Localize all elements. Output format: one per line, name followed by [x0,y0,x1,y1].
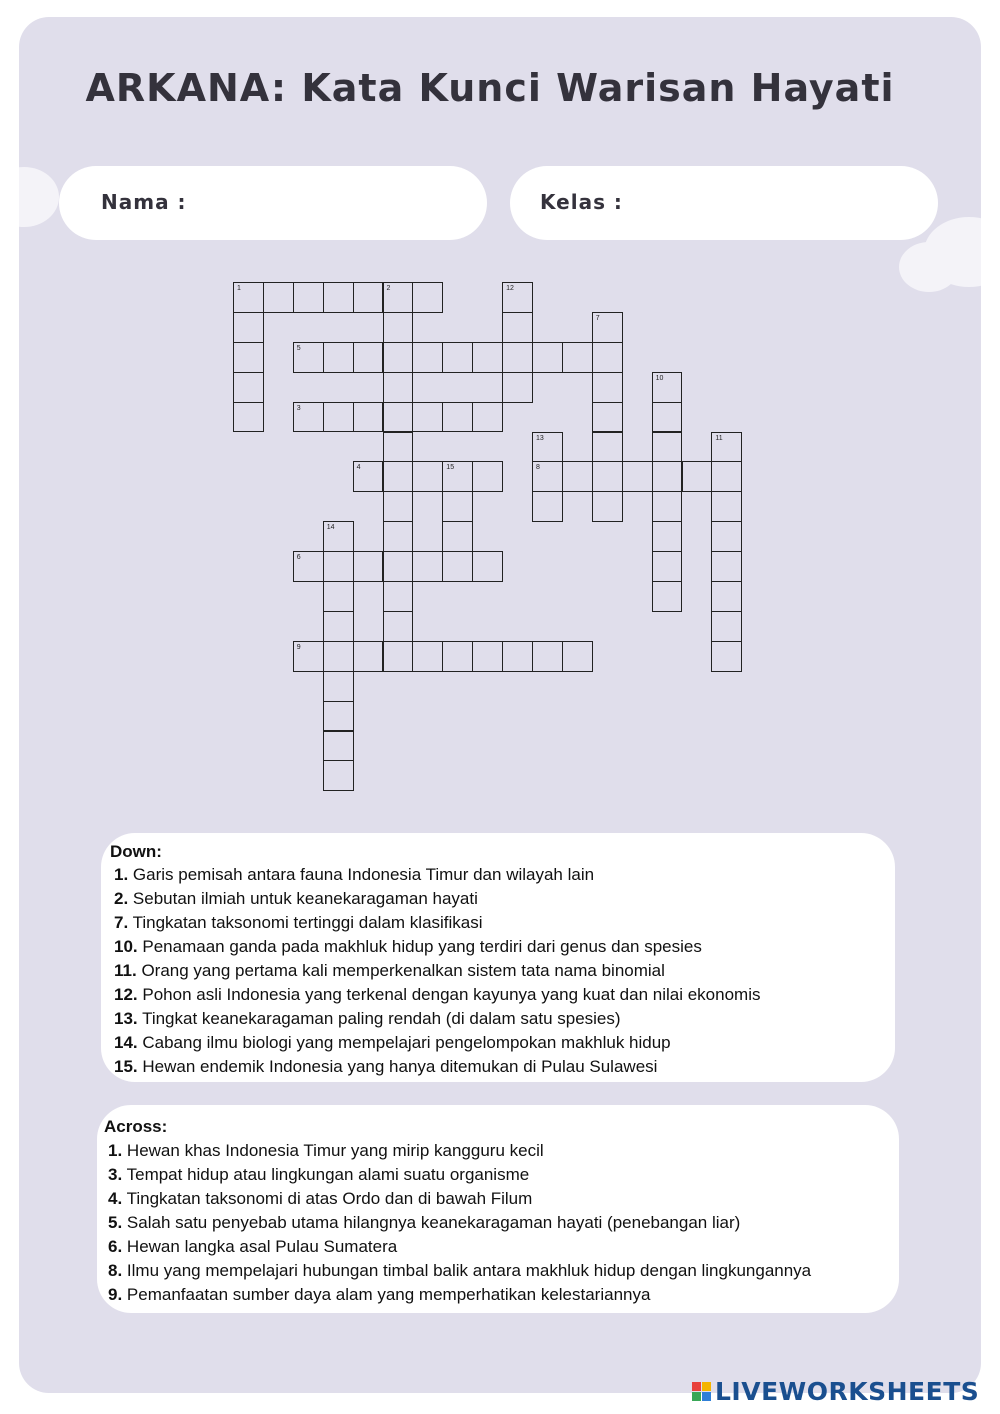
crossword-clue-number: 2 [386,285,391,292]
crossword-cell[interactable] [442,402,473,433]
crossword-clue-number: 13 [536,434,544,442]
crossword-cell[interactable] [592,432,623,463]
crossword-cell[interactable] [592,372,623,403]
crossword-cell[interactable] [592,461,623,492]
clue-number: 14. [114,1033,138,1052]
crossword-clue-number: 10 [655,374,664,382]
crossword-cell[interactable] [412,282,443,313]
clue-number: 5. [108,1213,123,1232]
crossword-cell[interactable] [323,760,354,791]
crossword-cell[interactable] [323,641,354,672]
liveworksheets-logo [692,1376,979,1406]
logo-text: LIVEWORKSHEETS [715,1376,980,1406]
crossword-cell[interactable] [652,551,683,582]
crossword-cell[interactable] [711,581,742,612]
crossword-cell[interactable] [383,372,414,403]
crossword-cell[interactable] [383,521,414,552]
class-label: Kelas : [540,190,623,214]
clue-text: Tempat hidup atau lingkungan alami suatu organisme [126,1165,530,1184]
crossword-cell[interactable] [711,641,742,672]
crossword-cell[interactable] [532,491,563,522]
crossword-cell[interactable] [442,342,473,373]
crossword-cell[interactable] [442,521,473,552]
clue-text: Hewan langka asal Pulau Sumatera [126,1237,398,1256]
cloud-decoration-left [19,167,59,227]
crossword-cell[interactable] [592,491,623,522]
down-clue [114,1057,657,1077]
clue-number: 13. [114,1009,138,1028]
crossword-cell[interactable] [711,491,742,522]
crossword-cell[interactable] [233,402,264,433]
crossword-cell[interactable] [562,461,593,492]
crossword-cell[interactable] [711,551,742,582]
crossword-cell[interactable] [383,551,414,582]
clue-text: Tingkatan taksonomi di atas Ordo dan di bawah Filum [126,1189,533,1208]
crossword-cell[interactable] [412,402,443,433]
crossword-cell[interactable] [532,641,563,672]
crossword-cell[interactable] [562,641,593,672]
down-clue [114,865,594,885]
across-clue [108,1213,740,1233]
crossword-cell[interactable] [233,342,264,373]
crossword-cell[interactable] [502,312,533,343]
crossword-cell[interactable] [442,491,473,522]
crossword-cell[interactable] [652,581,683,612]
crossword-cell[interactable] [323,701,354,732]
clue-number: 3. [108,1165,123,1184]
clue-text: Pemanfaatan sumber daya alam yang memperhatikan kelestariannya [126,1285,651,1304]
crossword-clue-number: 15 [446,464,455,472]
name-label: Nama : [101,190,187,214]
crossword-cell[interactable] [682,461,713,492]
across-clue [108,1285,650,1305]
crossword-clue-number: 7 [595,314,600,322]
clue-number: 9. [108,1285,123,1304]
clue-number: 7. [114,913,129,932]
across-clues-box [97,1105,899,1313]
crossword-cell[interactable] [472,641,503,672]
crossword-clue-number: 5 [296,344,301,352]
crossword-cell[interactable] [263,282,294,313]
crossword-clue-number: 1 [237,285,241,292]
crossword-clue-number: 12 [506,285,514,292]
down-clue [114,961,665,981]
crossword-cell[interactable] [592,402,623,433]
across-clue [108,1237,397,1257]
clue-text: Penamaan ganda pada makhluk hidup yang terdiri dari genus dan spesies [142,937,702,956]
clue-text: Hewan endemik Indonesia yang hanya ditemukan di Pulau Sulawesi [142,1057,658,1076]
down-clue [114,889,478,909]
crossword-cell[interactable] [652,402,683,433]
clue-text: Tingkat keanekaragaman paling rendah (di dalam satu spesies) [142,1009,621,1028]
clue-number: 4. [108,1189,123,1208]
page-title: ARKANA: Kata Kunci Warisan Hayati [85,66,895,110]
crossword-cell[interactable] [383,432,414,463]
crossword-cell[interactable] [442,641,473,672]
crossword-cell[interactable] [652,521,683,552]
crossword-cell[interactable] [383,611,414,642]
clue-number: 8. [108,1261,123,1280]
crossword-clue-number: 4 [356,464,361,472]
crossword-cell[interactable] [442,551,473,582]
name-field[interactable] [59,166,487,240]
crossword-cell[interactable] [652,491,683,522]
crossword-cell[interactable] [711,461,742,492]
crossword-cell[interactable] [412,641,443,672]
crossword-cell[interactable] [472,461,503,492]
crossword-cell[interactable] [323,611,354,642]
down-clue [114,985,760,1005]
crossword-cell[interactable] [353,402,384,433]
crossword-cell[interactable] [502,372,533,403]
crossword-cell[interactable] [412,461,443,492]
clue-text: Sebutan ilmiah untuk keanekaragaman hayati [132,889,478,908]
crossword-cell[interactable] [502,342,533,373]
crossword-cell[interactable] [383,461,414,492]
crossword-clue-number: 9 [296,643,301,651]
crossword-cell[interactable] [472,551,503,582]
crossword-cell[interactable] [233,372,264,403]
crossword-cell[interactable] [233,312,264,343]
crossword-cell[interactable] [472,402,503,433]
logo-icon [692,1382,711,1401]
down-clue [114,913,483,933]
crossword-cell[interactable] [323,581,354,612]
crossword-cell[interactable] [412,342,443,373]
crossword-cell[interactable] [353,282,384,313]
crossword-cell[interactable] [323,342,354,373]
crossword-cell[interactable] [323,551,354,582]
clue-number: 6. [108,1237,123,1256]
crossword-cell[interactable] [383,581,414,612]
crossword-clue-number: 14 [326,524,335,532]
clue-number: 15. [114,1057,138,1076]
crossword-cell[interactable] [383,491,414,522]
clue-text: Garis pemisah antara fauna Indonesia Timur dan wilayah lain [132,865,595,884]
crossword-cell[interactable] [592,342,623,373]
crossword-cell[interactable] [383,641,414,672]
crossword-cell[interactable] [711,611,742,642]
class-field[interactable] [510,166,938,240]
crossword-cell[interactable] [353,641,384,672]
down-clue [114,1033,671,1053]
crossword-clue-number: 3 [296,404,301,412]
across-heading: Across: [104,1117,168,1136]
clue-text: Hewan khas Indonesia Timur yang mirip kangguru kecil [126,1141,544,1160]
clue-number: 12. [114,985,138,1004]
clue-text: Salah satu penyebab utama hilangnya keanekaragaman hayati (penebangan liar) [126,1213,741,1232]
clue-number: 11. [114,961,137,980]
crossword-cell[interactable] [383,342,414,373]
crossword-cell[interactable] [652,432,683,463]
clue-text: Cabang ilmu biologi yang mempelajari pengelompokan makhluk hidup [142,1033,671,1052]
crossword-clue-number: 6 [296,554,301,562]
across-clue [108,1189,532,1209]
crossword-cell[interactable] [622,461,653,492]
crossword-cell[interactable] [353,551,384,582]
clue-number: 1. [108,1141,123,1160]
crossword-cell[interactable] [711,521,742,552]
crossword-cell[interactable] [562,342,593,373]
clue-text: Tingkatan taksonomi tertinggi dalam klasifikasi [132,913,483,932]
crossword-cell[interactable] [383,402,414,433]
clue-number: 1. [114,865,129,884]
down-clue [114,1009,621,1029]
crossword-cell[interactable] [412,551,443,582]
crossword-cell[interactable] [323,282,354,313]
crossword-cell[interactable] [353,342,384,373]
clue-text: Pohon asli Indonesia yang terkenal dengan kayunya yang kuat dan nilai ekonomis [142,985,761,1004]
down-clue [114,937,702,957]
crossword-cell[interactable] [652,461,683,492]
crossword-clue-number: 8 [536,464,540,472]
crossword-clue-number: 11 [715,434,723,442]
across-clue [108,1261,811,1281]
clue-number: 2. [114,889,129,908]
crossword-cell[interactable] [502,641,533,672]
crossword-cell[interactable] [293,282,324,313]
crossword-cell[interactable] [532,342,563,373]
crossword-cell[interactable] [323,671,354,702]
crossword-cell[interactable] [323,402,354,433]
crossword-cell[interactable] [323,731,354,762]
clue-text: Ilmu yang mempelajari hubungan timbal balik antara makhluk hidup dengan lingkungannya [126,1261,812,1280]
clue-text: Orang yang pertama kali memperkenalkan sistem tata nama binomial [141,961,665,980]
crossword-cell[interactable] [383,312,414,343]
across-clue [108,1165,529,1185]
cloud-decoration-right-small [899,242,959,292]
clue-number: 10. [114,937,138,956]
across-clue [108,1141,544,1161]
crossword-cell[interactable] [472,342,503,373]
down-heading: Down: [110,842,162,861]
